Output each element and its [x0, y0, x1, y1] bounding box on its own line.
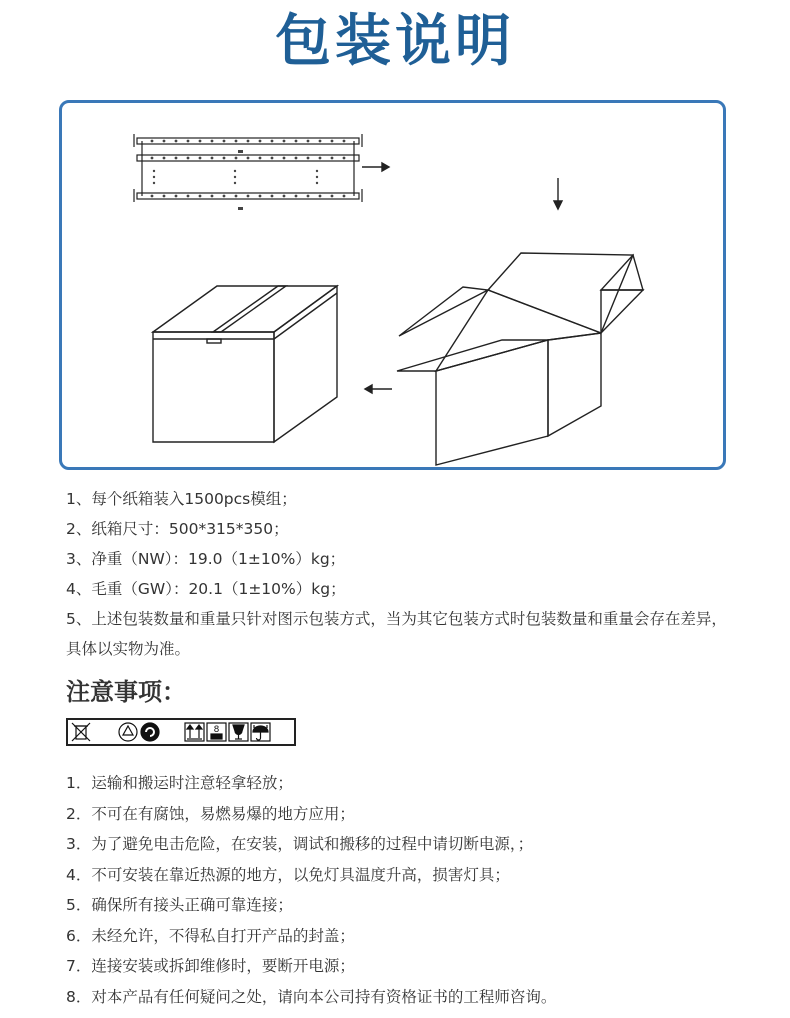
spec-line: 4、毛重（GW）：20.1（1±10%）kg；: [66, 580, 346, 598]
packaging-specs: [66, 484, 736, 664]
open-box: [397, 253, 643, 465]
note-line: 3．为了避免电击危险，在安装，调试和搬移的过程中请切断电源，；: [66, 835, 534, 853]
spec-line: 2、纸箱尺寸：500*315*350；: [66, 520, 289, 538]
sealed-box: [153, 286, 337, 442]
led-module-strips: [134, 134, 362, 210]
spec-line: 1、每个纸箱装入1500pcs模组；: [66, 490, 297, 508]
this-way-up-icon: [185, 723, 204, 741]
note-line: 8．对本产品有任何疑问之处，请向本公司持有资格证书的工程师咨询。: [66, 987, 557, 1006]
spec-line: 3、净重（NW）：19.0（1±10%）kg；: [66, 550, 346, 568]
arrow-left: [365, 385, 392, 393]
recycle-icon: [119, 723, 137, 741]
packaging-symbols: [66, 718, 296, 746]
page-title: 包装说明: [275, 9, 515, 74]
note-line: 1．运输和搬运时注意轻拿轻放；: [66, 774, 293, 792]
spec-line: 5、上述包装数量和重量只针对图示包装方式，当为其它包装方式时包装数量和重量会存在差异，具体以实物为准。: [66, 610, 727, 658]
note-line: 6．未经允许，不得私自打开产品的封盖；: [66, 926, 355, 945]
fragile-icon: [229, 723, 248, 741]
note-line: 2．不可在有腐蚀，易燃易爆的地方应用；: [66, 804, 355, 823]
stack-limit-number: 8: [213, 725, 220, 735]
packaging-diagram: [59, 100, 726, 470]
keep-dry-icon: [251, 723, 270, 741]
notice-heading: 注意事项：: [66, 678, 186, 706]
precautions-list: [66, 768, 766, 1012]
arrow-right: [362, 163, 389, 171]
packaging-illustration: [62, 103, 723, 467]
stack-limit-icon: [207, 723, 226, 741]
arrow-down: [554, 178, 562, 209]
note-line: 7．连接安装或拆卸维修时，要断开电源；: [66, 957, 355, 975]
note-line: 5．确保所有接头正确可靠连接；: [66, 896, 293, 914]
no-bin-icon: [72, 723, 90, 741]
note-line: 4．不可安装在靠近热源的地方，以免灯具温度升高，损害灯具；: [66, 865, 510, 884]
green-dot-icon: [141, 723, 159, 741]
